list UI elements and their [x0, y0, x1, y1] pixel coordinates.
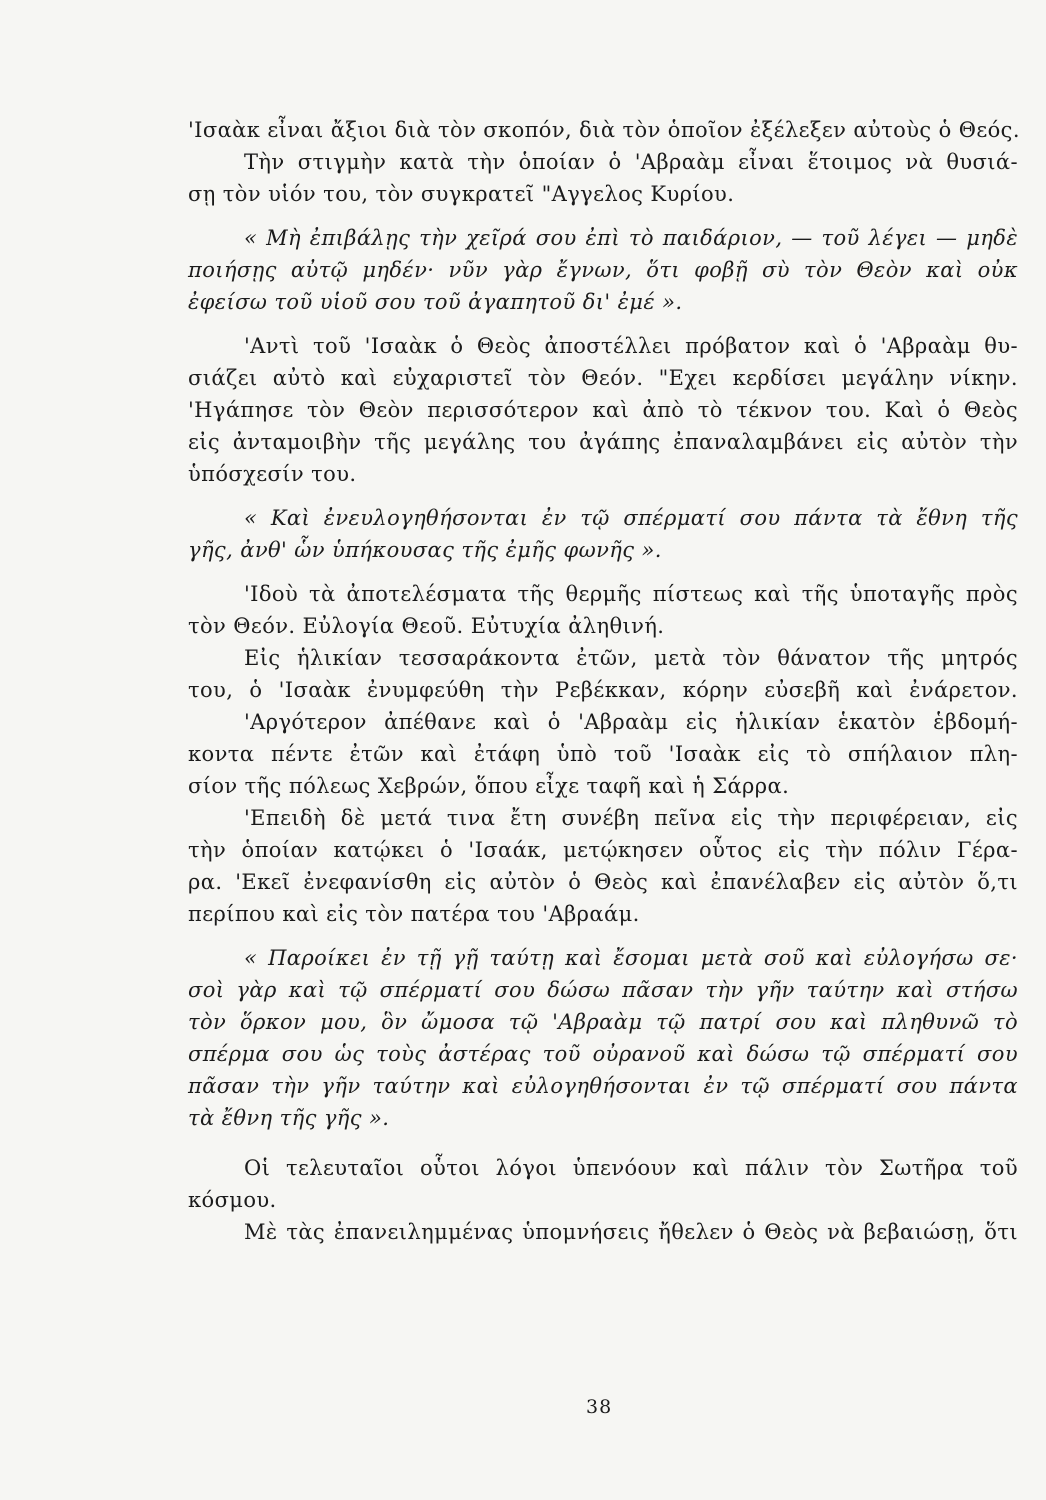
- text-line: τὴν ὁποίαν κατῴκει ὁ 'Ισαάκ, μετῴκησεν οὗτος εἰς τὴν πόλιν Γέρα-: [188, 838, 1018, 862]
- text-line: Τὴν στιγμὴν κατὰ τὴν ὁποίαν ὁ 'Αβραὰμ εἶναι ἕτοιμος νὰ θυσιά-: [244, 150, 1018, 174]
- text-line: 'Επειδὴ δὲ μετά τινα ἔτη συνέβη πεῖνα εἰς τὴν περιφέρειαν, εἰς: [244, 806, 1018, 830]
- text-line: Μὲ τὰς ἐπανειλημμένας ὑπομνήσεις ἤθελεν ὁ Θεὸς νὰ βεβαιώσῃ, ὅτι: [244, 1220, 1018, 1244]
- quote-line: πᾶσαν τὴν γῆν ταύτην καὶ εὐλογηθήσονται ἐν τῷ σπέρματί σου πάντα: [188, 1074, 1018, 1098]
- text-line: 'Αντὶ τοῦ 'Ισαὰκ ὁ Θεὸς ἀποστέλλει πρόβατον καὶ ὁ 'Αβραὰμ θυ-: [244, 334, 1018, 358]
- text-line: ὑπόσχεσίν του.: [188, 462, 357, 486]
- text-line: κόσμου.: [188, 1188, 277, 1212]
- quote-line: ἐφείσω τοῦ υἱοῦ σου τοῦ ἀγαπητοῦ δι' ἐμέ ».: [188, 290, 683, 314]
- text-line: εἰς ἀνταμοιβὴν τῆς μεγάλης του ἀγάπης ἐπαναλαμβάνει εἰς αὐτὸν τὴν: [188, 430, 1018, 454]
- quote-line: τὸν ὅρκον μου, ὃν ὤμοσα τῷ 'Αβραὰμ τῷ πατρί σου καὶ πληθυνῶ τὸ: [188, 1010, 1018, 1034]
- text-line: 'Ηγάπησε τὸν Θεὸν περισσότερον καὶ ἀπὸ τὸ τέκνον του. Καὶ ὁ Θεὸς: [188, 398, 1018, 422]
- text-line: του, ὁ 'Ισαὰκ ἐνυμφεύθη τὴν Ρεβέκκαν, κόρην εὐσεβῆ καὶ ἐνάρετον.: [188, 678, 1018, 702]
- text-line: 'Ιδοὺ τὰ ἀποτελέσματα τῆς θερμῆς πίστεως καὶ τῆς ὑποταγῆς πρὸς: [244, 582, 1018, 606]
- quote-line: τὰ ἔθνη τῆς γῆς ».: [188, 1106, 390, 1130]
- quote-line: « Παροίκει ἐν τῇ γῇ ταύτῃ καὶ ἔσομαι μετὰ σοῦ καὶ εὐλογήσω σε·: [244, 946, 1018, 970]
- text-line: Οἱ τελευταῖοι οὗτοι λόγοι ὑπενόουν καὶ πάλιν τὸν Σωτῆρα τοῦ: [244, 1156, 1018, 1180]
- text-line: 'Αργότερον ἀπέθανε καὶ ὁ 'Αβραὰμ εἰς ἡλικίαν ἑκατὸν ἑβδομή-: [244, 710, 1018, 734]
- text-line: σιάζει αὐτὸ καὶ εὐχαριστεῖ τὸν Θεόν. "Εχει κερδίσει μεγάλην νίκην.: [188, 366, 1018, 390]
- quote-line: « Μὴ ἐπιβάλῃς τὴν χεῖρά σου ἐπὶ τὸ παιδάριον, — τοῦ λέγει — μηδὲ: [244, 226, 1018, 250]
- text-line: κοντα πέντε ἐτῶν καὶ ἐτάφη ὑπὸ τοῦ 'Ισαὰκ εἰς τὸ σπήλαιον πλη-: [188, 742, 1018, 766]
- quote-line: ποιήσῃς αὐτῷ μηδέν· νῦν γὰρ ἔγνων, ὅτι φοβῇ σὺ τὸν Θεὸν καὶ οὐκ: [188, 258, 1018, 282]
- page-body: [188, 114, 1018, 1248]
- text-line: τὸν Θεόν. Εὐλογία Θεοῦ. Εὐτυχία ἀληθινή.: [188, 614, 665, 638]
- text-line: ρα. 'Εκεῖ ἐνεφανίσθη εἰς αὐτὸν ὁ Θεὸς καὶ ἐπανέλαβεν εἰς αὐτὸν ὅ,τι: [188, 870, 1018, 894]
- quote-line: σπέρμα σου ὡς τοὺς ἀστέρας τοῦ οὐρανοῦ καὶ δώσω τῷ σπέρματί σου: [188, 1042, 1018, 1066]
- quote-line: γῆς, ἀνθ' ὧν ὑπήκουσας τῆς ἐμῆς φωνῆς ».: [188, 538, 662, 562]
- text-line: σίον τῆς πόλεως Χεβρών, ὅπου εἶχε ταφῆ καὶ ἡ Σάρρα.: [188, 774, 790, 798]
- text-line: σῃ τὸν υἱόν του, τὸν συγκρατεῖ "Αγγελος Κυρίου.: [188, 182, 735, 206]
- quote-line: σοὶ γὰρ καὶ τῷ σπέρματί σου δώσω πᾶσαν τὴν γῆν ταύτην καὶ στήσω: [188, 978, 1018, 1002]
- text-line: 'Ισαὰκ εἶναι ἄξιοι διὰ τὸν σκοπόν, διὰ τὸν ὁποῖον ἐξέλεξεν αὐτοὺς ὁ Θεός.: [188, 118, 1020, 142]
- text-line: Εἰς ἡλικίαν τεσσαράκοντα ἐτῶν, μετὰ τὸν θάνατον τῆς μητρός: [244, 646, 1018, 670]
- page-number: 38: [586, 1396, 613, 1418]
- text-line: περίπου καὶ εἰς τὸν πατέρα του 'Αβραάμ.: [188, 902, 640, 926]
- quote-line: « Καὶ ἐνευλογηθήσονται ἐν τῷ σπέρματί σου πάντα τὰ ἔθνη τῆς: [244, 506, 1018, 530]
